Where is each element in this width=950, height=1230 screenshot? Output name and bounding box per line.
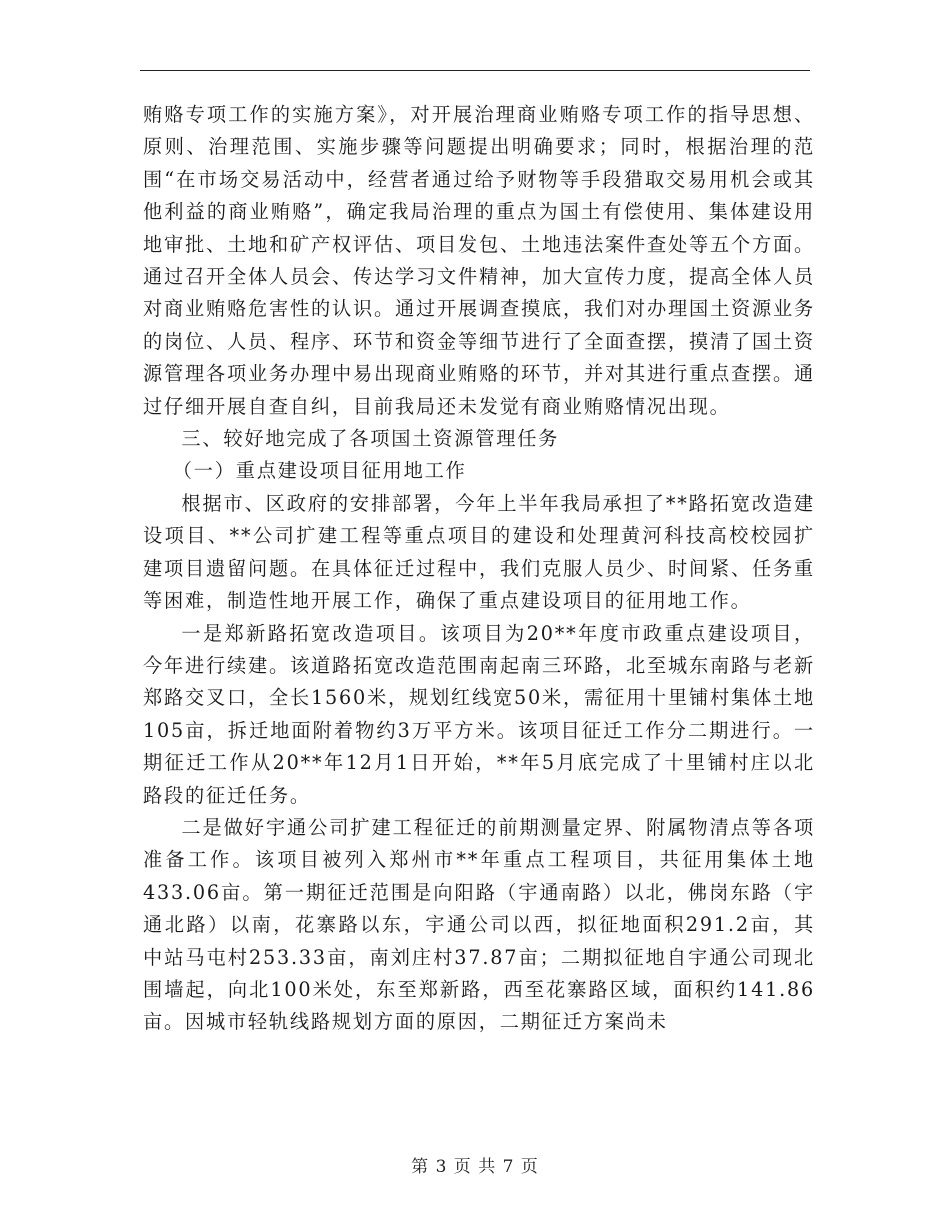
section-heading: 三、较好地完成了各项国土资源管理任务: [181, 427, 560, 451]
paragraph-1: 贿赂专项工作的实施方案》，对开展治理商业贿赂专项工作的指导思想、原则、治理范围、实施步骤等问题提出明确要求；同时，根据治理的范围“在市场交易活动中，经营者通过给予财物等手段猎取交易用机会或其他利益的商业贿赂”，确定我局治理的重点为国土有偿使用、集体建设用地审批、土地和矿产权评估、项目发包、土地违法案件查处等五个方面。通过召开全体人员会、传达学习文件精神，加大宣传力度，提高全体人员对商业贿赂危害性的认识。通过开展调查摸底，我们对办理国土资源业务的岗位、人员、程序、环节和资金等细节进行了全面查摆，摸清了国土资源管理各项业务办理中易出现商业贿赂的环节，并对其进行重点查摆。通过仔细开展自查自纠，目前我局还未发觉有商业贿赂情况出现。: [143, 103, 815, 418]
page-number: 第 3 页 共 7 页: [411, 1157, 539, 1177]
paragraph-4: 二是做好宇通公司扩建工程征迁的前期测量定界、附属物清点等各项准备工作。该项目被列入郑州市**年重点工程项目，共征用集体土地433.06亩。第一期征迁范围是向阳路（宇通南路）以北，佛岗东路（宇通北路）以南，花寨路以东，宇通公司以西，拟征地面积291.2亩，其中站马屯村253.33亩，南刘庄村37.87亩；二期拟征地自宇通公司现北围墙起，向北100米处，东至郑新路，西至花寨路区域，面积约141.86亩。因城市轻轨线路规划方面的原因，二期征迁方案尚未: [143, 815, 815, 1034]
paragraph-2: 根据市、区政府的安排部署，今年上半年我局承担了**路拓宽改造建设项目、**公司扩建工程等重点项目的建设和处理黄河科技高校校园扩建项目遗留问题。在具体征迁过程中，我们克服人员少、时间紧、任务重等困难，制造性地开展工作，确保了重点建设项目的征用地工作。: [143, 491, 815, 613]
header-rule: [140, 70, 810, 71]
document-body: [143, 99, 815, 1039]
paragraph-3: 一是郑新路拓宽改造项目。该项目为20**年度市政重点建设项目，今年进行续建。该道路拓宽改造范围南起南三环路，北至城东南路与老新郑路交叉口，全长1560米，规划红线宽50米，需征用十里铺村集体土地105亩，拆迁地面附着物约3万平方米。该项目征迁工作分二期进行。一期征迁工作从20**年12月1日开始，**年5月底完成了十里铺村庄以北路段的征迁任务。: [143, 621, 815, 807]
subsection-heading: （一）重点建设项目征用地工作: [172, 459, 467, 483]
